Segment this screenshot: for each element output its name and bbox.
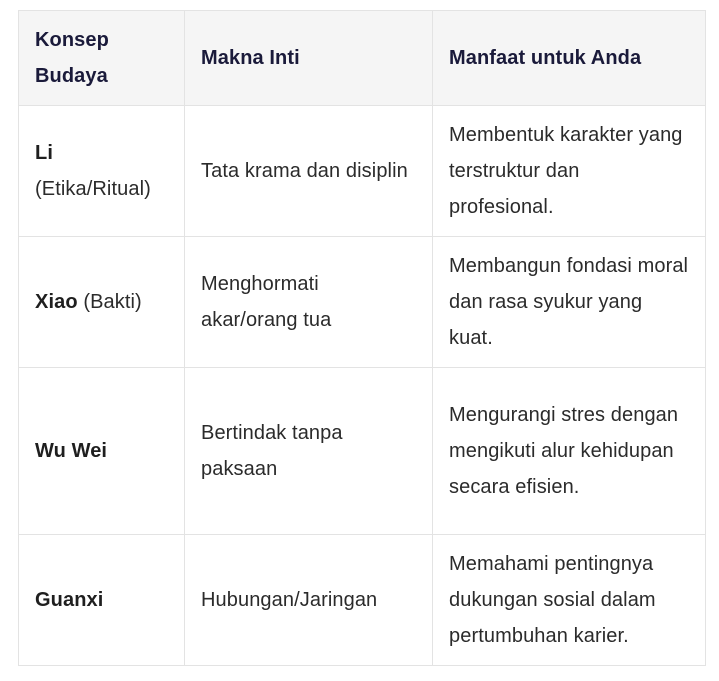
meaning-cell: Hubungan/Jaringan — [185, 535, 433, 666]
culture-concepts-table — [18, 10, 706, 666]
meaning-cell: Tata krama dan disiplin — [185, 106, 433, 237]
concept-note: (Bakti) — [83, 291, 142, 313]
meaning-cell: Bertindak tanpa paksaan — [185, 368, 433, 535]
concept-name: Li — [35, 142, 53, 164]
concept-name: Wu Wei — [35, 440, 108, 462]
header-concept: Konsep Budaya — [19, 11, 185, 106]
concept-cell — [19, 106, 185, 237]
table-row — [19, 106, 706, 237]
header-meaning: Makna Inti — [185, 11, 433, 106]
table-row — [19, 368, 706, 535]
benefit-cell: Mengurangi stres dengan mengikuti alur kehidupan secara efisien. — [433, 368, 706, 535]
concept-note: (Etika/Ritual) — [35, 178, 151, 200]
concept-cell — [19, 237, 185, 368]
header-benefit: Manfaat untuk Anda — [433, 11, 706, 106]
culture-concepts-table-container — [18, 10, 706, 666]
benefit-cell: Membangun fondasi moral dan rasa syukur yang kuat. — [433, 237, 706, 368]
meaning-cell: Menghormati akar/orang tua — [185, 237, 433, 368]
concept-name: Guanxi — [35, 589, 104, 611]
table-body — [19, 106, 706, 666]
concept-name: Xiao — [35, 291, 78, 313]
concept-cell — [19, 368, 185, 535]
concept-cell — [19, 535, 185, 666]
header-row — [19, 11, 706, 106]
benefit-cell: Membentuk karakter yang terstruktur dan profesional. — [433, 106, 706, 237]
table-row — [19, 237, 706, 368]
table-row — [19, 535, 706, 666]
benefit-cell: Memahami pentingnya dukungan sosial dalam pertumbuhan karier. — [433, 535, 706, 666]
table-header — [19, 11, 706, 106]
